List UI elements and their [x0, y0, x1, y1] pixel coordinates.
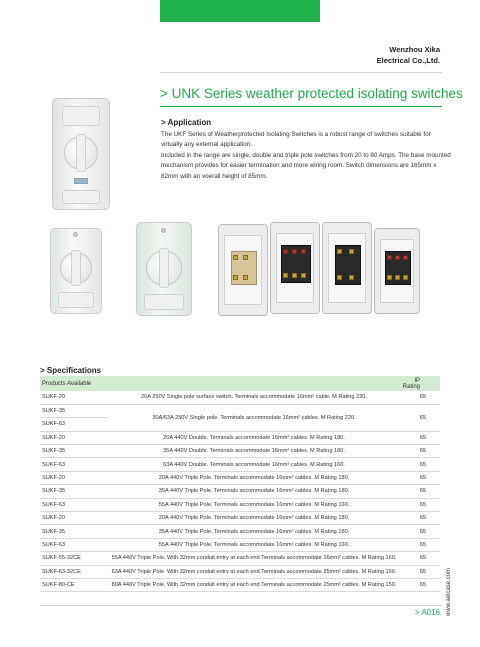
product-description: 63A 440V Triple Pole. With 32mm conduit entry at each end.Terminals accommodate 25mm² cables. M Rating 160. [108, 565, 400, 578]
product-description: 55A 440V Triple Pole. With 32mm conduit entry at each end.Terminals accommodate 16mm² cables. M Rating 160. [108, 552, 400, 565]
ip-rating: 65 [400, 445, 440, 458]
website-url-vertical [446, 556, 456, 616]
application-paragraph: Included in the range are single, double and triple pole switches from 20 to 80 Amps. The base mounted mechanism provides for easier termination and more wiring room. Switch dimensions are 165mm x 82mm with an voerall height of 85mm. [161, 151, 451, 180]
header-divider [160, 72, 442, 73]
table-row [40, 404, 440, 417]
application-paragraph: The UKF Series of Weatherprotected Isolating Switches is a robust range of switches suitable for virtually any external application. [161, 131, 431, 149]
table-row [40, 578, 440, 591]
table-row [40, 471, 440, 484]
product-description: 55A 440V Triple Pole. Terminals accommodate 16mm² cables. M Rating 160. [108, 498, 400, 511]
product-code: SUKF-63 [40, 418, 108, 431]
product-image-grey-enclosure [50, 228, 102, 314]
company-name [377, 44, 440, 66]
ip-rating: 65 [400, 498, 440, 511]
ip-rating: 65 [400, 538, 440, 551]
table-row [40, 498, 440, 511]
product-image-open-switches [218, 222, 422, 318]
table-row [40, 552, 440, 565]
ip-rating: 65 [400, 485, 440, 498]
product-code: SUKF-63 [40, 498, 108, 511]
product-code: SUKF-80-CE [40, 578, 108, 591]
website-url: www.aeicase.com [446, 567, 452, 616]
product-description: 30A/63A 250V Single pole. Terminals accommodate 16mm² cables. M Rating 220. [108, 404, 400, 431]
specifications-heading: > Specifications [40, 366, 102, 375]
ip-rating: 65 [400, 552, 440, 565]
table-row [40, 512, 440, 525]
table-row [40, 485, 440, 498]
product-code: SUKF-20 [40, 431, 108, 444]
brand-color-bar [160, 0, 320, 22]
ip-rating: 65 [400, 578, 440, 591]
product-code: SUKF-20 [40, 512, 108, 525]
product-description: 35A 440V Triple Pole. Terminals accommodate 16mm² cables. M Rating 180. [108, 485, 400, 498]
title-divider [160, 106, 442, 107]
product-code: SUKF-20 [40, 391, 108, 404]
column-header-ip-rating: IP Rating [400, 376, 440, 391]
page-title: > UNK Series weather protected isolating switches [160, 86, 463, 101]
product-code: SUKF-63-32CE [40, 565, 108, 578]
product-description: 20A 440V Triple Pole. Terminals accommodate 16mm² cables. M Rating 180. [108, 471, 400, 484]
product-code: SUKF-35 [40, 445, 108, 458]
product-code: SUKF-35 [40, 485, 108, 498]
product-image-green-enclosure [136, 222, 192, 316]
product-code: SUKF-35 [40, 404, 108, 417]
ip-rating: 65 [400, 391, 440, 404]
table-row [40, 445, 440, 458]
ip-rating: 65 [400, 404, 440, 431]
table-row [40, 565, 440, 578]
column-header-description [108, 376, 400, 391]
product-code: SUKF-55-32CE [40, 552, 108, 565]
product-image-main [52, 98, 110, 210]
table-row [40, 525, 440, 538]
product-description: 35A 440V Triple Pole. Terminals accommodate 16mm² cables. M Rating 180. [108, 525, 400, 538]
product-description: 80A 440V Triple Pole. With 32mm conduit entry at each end.Terminals accommodate 25mm² cables. M Rating 150. [108, 578, 400, 591]
ip-rating: 65 [400, 512, 440, 525]
application-text [161, 130, 451, 182]
company-name-line2: Electrical Co.,Ltd. [376, 56, 440, 65]
specifications-table [40, 376, 440, 592]
ip-rating: 65 [400, 525, 440, 538]
ip-rating: 65 [400, 471, 440, 484]
table-row [40, 538, 440, 551]
product-code: SUKF-63 [40, 458, 108, 471]
application-heading: > Application [161, 118, 212, 127]
company-name-line1: Wenzhou Xika [389, 45, 440, 54]
ip-rating: 65 [400, 565, 440, 578]
product-description: 35A 440V Double. Terminals accommodate 16mm² cables. M Rating 180. [108, 445, 400, 458]
product-description: 20A 440V Triple Pole. Terminals accommodate 16mm² cables. M Rating 180. [108, 512, 400, 525]
table-header-row [40, 376, 440, 391]
table-row [40, 391, 440, 404]
product-code: SUKF-63 [40, 538, 108, 551]
page-number: > A016 [414, 608, 440, 617]
product-description: 20A 440V Double. Terminals accommodate 16mm² cables. M Rating 180. [108, 431, 400, 444]
ip-rating: 65 [400, 458, 440, 471]
product-description: 20A 250V Single pole surface switch. Terminals accommodate 16mm² cable. M Rating 220. [108, 391, 400, 404]
product-description: 63A 440V Double. Terminals accommodate 16mm² cables. M Rating 160. [108, 458, 400, 471]
table-row [40, 458, 440, 471]
product-description: 55A 440V Triple Pole. Terminals accommodate 16mm² cables. M Rating 160. [108, 538, 400, 551]
product-code: SUKF-35 [40, 525, 108, 538]
ip-rating: 65 [400, 431, 440, 444]
column-header-products: Products Available [40, 376, 108, 391]
footer-divider [40, 605, 442, 606]
table-row [40, 431, 440, 444]
product-code: SUKF-20 [40, 471, 108, 484]
